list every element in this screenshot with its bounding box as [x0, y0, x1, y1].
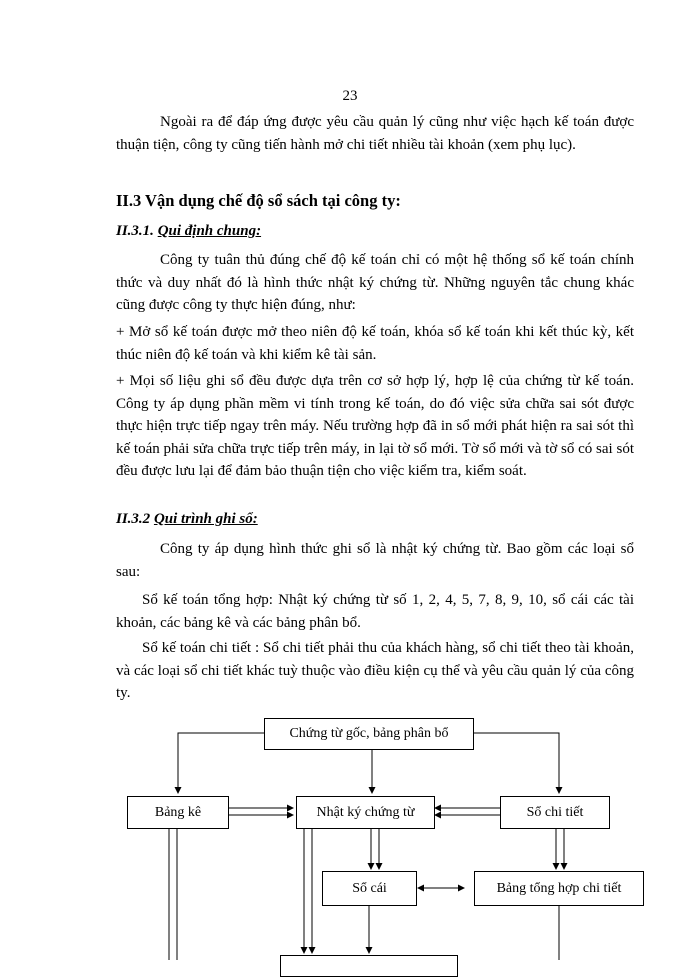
bullet-open-books: + Mở sổ kế toán được mở theo niên độ kế toán, khóa sổ kế toán khi kết thúc kỳ, kết thúc niên độ kế toán và khi kiểm kê tài sản. — [116, 324, 634, 363]
paragraph-intro: Ngoài ra để đáp ứng được yêu cầu quản lý cũng như việc hạch kế toán được thuận tiện, công ty cũng tiến hành mở chi tiết nhiều tài khoản (xem phụ lục). — [116, 114, 634, 153]
box-so-cai: Sổ cái — [322, 871, 417, 906]
box-source-documents: Chứng từ gốc, bảng phân bổ — [264, 718, 474, 750]
page-number: 23 — [342, 88, 358, 104]
paragraph-general-books: Sổ kế toán tổng hợp: Nhật ký chứng từ số 1, 2, 4, 5, 7, 8, 9, 10, sổ cái các tài khoản, các bảng kê và các bảng phân bổ. — [116, 592, 634, 631]
paragraph-general: Công ty tuân thủ đúng chế độ kế toán chỉ có một hệ thống sổ kế toán chính thức và duy nhất đó là hình thức nhật ký chứng từ. Những nguyên tắc chung khác cũng được công ty thực hiện đúng, như: — [116, 252, 634, 313]
box-nhat-ky-chung-tu: Nhật ký chứng từ — [296, 796, 435, 829]
box-so-chi-tiet: Sổ chi tiết — [500, 796, 610, 829]
paragraph-process: Công ty áp dụng hình thức ghi sổ là nhật ký chứng từ. Bao gồm các loại sổ sau: — [116, 541, 634, 580]
bullet-data-basis: + Mọi số liệu ghi sổ đều được dựa trên cơ sở hợp lý, hợp lệ của chứng từ kế toán. Công ty áp dụng phần mềm vi tính trong kế toán, do đó việc sửa chữa sai sót được thực hiện trực tiếp ngay trên máy. Nếu trường hợp đã in sổ mới phát hiện ra sai sót thì kế toán phải sửa chữa trực tiếp trên máy, in lại tờ sổ mới. Tờ sổ mới và tờ sổ có sai sót đều được lưu lại để đảm bảo thuận tiện cho việc kiểm tra, kiểm soát. — [116, 373, 634, 479]
paragraph-detail-books: Sổ kế toán chi tiết : Sổ chi tiết phải thu của khách hàng, sổ chi tiết theo tài khoản, và các loại sổ chi tiết khác tuỳ thuộc vào điều kiện cụ thể và yêu cầu quản lý của công ty. — [116, 640, 634, 701]
section-title: II.3 Vận dụng chế độ sổ sách tại công ty: — [116, 191, 401, 210]
subsection-title: Qui trình ghi sổ: — [153, 511, 258, 527]
box-bottom-partial — [280, 955, 458, 977]
subsection-prefix: II.3.2 — [116, 511, 154, 527]
box-bang-ke: Bảng kê — [127, 796, 229, 829]
box-bang-tong-hop-chi-tiet: Bảng tổng hợp chi tiết — [474, 871, 644, 906]
subsection-prefix: II.3.1. — [116, 223, 158, 239]
subsection-title: Qui định chung: — [157, 223, 262, 239]
